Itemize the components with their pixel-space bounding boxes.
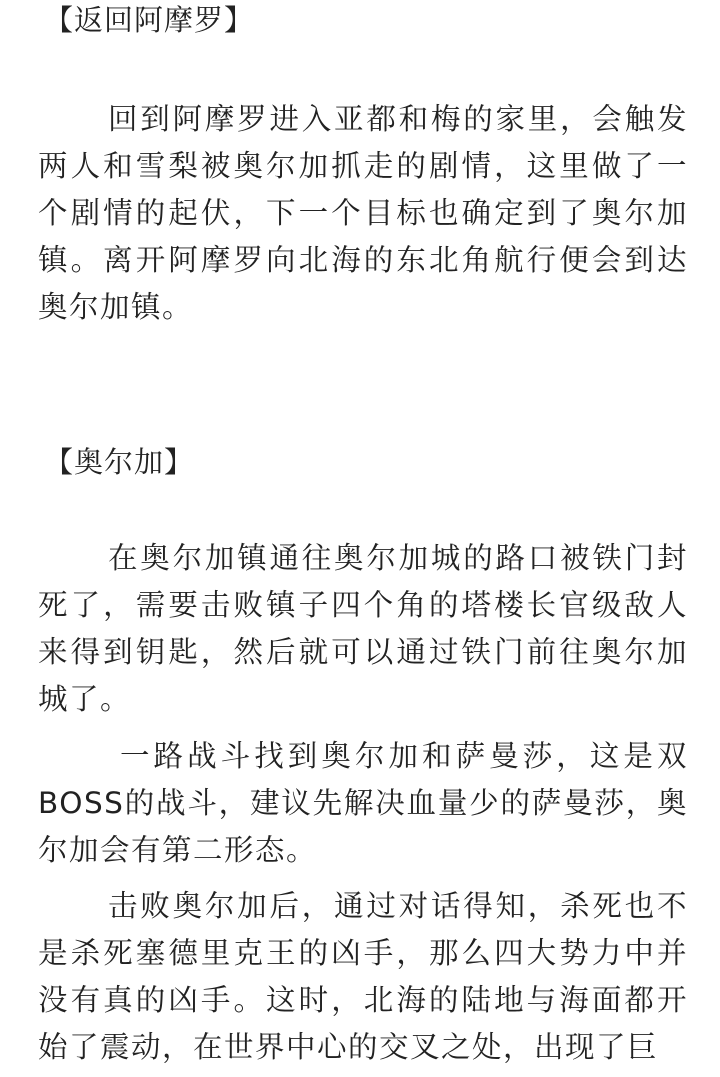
- paragraph-return-amoro: 回到阿摩罗进入亚都和梅的家里，会触发两人和雪梨被奥尔加抓走的剧情，这里做了一个剧情的起伏，下一个目标也确定到了奥尔加镇。离开阿摩罗向北海的东北角航行便会到达奥尔加镇。: [38, 102, 688, 324]
- paragraph-olga-aftermath: 击败奥尔加后，通过对话得知，杀死也不是杀死塞德里克王的凶手，那么四大势力中并没有真的凶手。这时，北海的陆地与海面都开始了震动，在世界中心的交叉之处，出现了巨: [38, 889, 688, 1064]
- section-heading-olga: 【奥尔加】: [44, 445, 195, 479]
- paragraph-olga-gate: 在奥尔加镇通往奥尔加城的路口被铁门封死了，需要击败镇子四个角的塔楼长官级敌人来得到钥匙，然后就可以通过铁门前往奥尔加城了。: [38, 541, 688, 716]
- section-heading-return-amoro: 【返回阿摩罗】: [44, 3, 255, 37]
- paragraph-olga-boss-fight: 一路战斗找到奥尔加和萨曼莎，这是双BOSS的战斗，建议先解决血量少的萨曼莎，奥尔加会有第二形态。: [38, 739, 688, 867]
